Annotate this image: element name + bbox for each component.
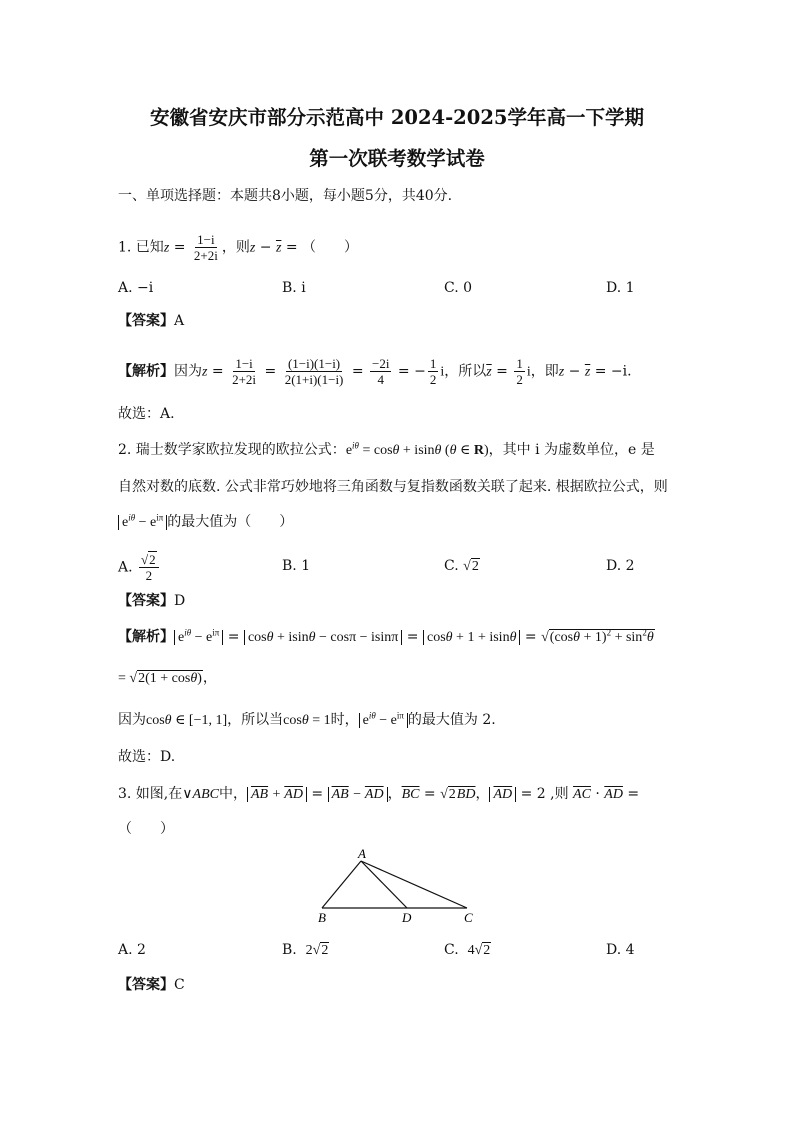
q1-answer-value: A xyxy=(174,313,185,329)
document-title-line2: 第一次联考数学试卷 xyxy=(309,147,485,170)
q2-stem-line1-prefix: 2. 瑞士数学家欧拉发现的欧拉公式： xyxy=(118,442,346,458)
q1-option-a: A. −i xyxy=(118,280,154,296)
q2-analysis-line1: 【解析】 $e^{i\theta} - e^{i\pi} = \cos\theta + isin\theta - \cos\pi - isin\pi = \cos\theta + 1 + isin\theta = √(\cos\theta + 1)^2 + \sin^2\theta$ xyxy=(118,627,654,645)
q1-fraction: $\frac{1-i}{2+2i}$ xyxy=(193,232,218,263)
q1-analysis-text1: 因为 xyxy=(174,363,202,380)
q1-analysis-end: . xyxy=(627,363,632,380)
q3-option-a: A. 2 xyxy=(118,942,146,958)
q3-triangle-figure xyxy=(310,846,485,926)
q3-option-b: B. 2√2 xyxy=(282,942,329,958)
q1-stem-end: （ ） xyxy=(302,239,359,256)
q3-answer: 【答案】C xyxy=(118,977,185,993)
figure-label-a: A xyxy=(358,846,366,861)
q2-option-c: C. √2 xyxy=(444,558,479,574)
document-title-line1: 安徽省安庆市部分示范高中 2024-2025学年高一下学期 xyxy=(150,106,644,129)
q2-option-a: A. $\frac{√2}{2}$ xyxy=(118,552,161,583)
section-heading: 一、单项选择题：本题共8小题，每小题5分，共40分. xyxy=(118,188,453,204)
q1-stem-suffix: ，则 xyxy=(221,239,250,256)
q1-answer-label: 【答案】 xyxy=(118,313,174,329)
q2-option-b: B. 1 xyxy=(282,558,311,574)
q3-stem-line1: 3. 如图,在∨ABC中， $\overline{AB} + \overline{AD} = \overline{AB} - \overline{AD}$ ，$\overline{BC} = √2\overline{BD}$， $\overline{AD} = 2$ ,则 $\overline{AC} \cdot \overline{AD}$ = xyxy=(118,786,640,802)
figure-label-c: C xyxy=(464,910,473,925)
q1-analysis-label: 【解析】 xyxy=(118,363,174,380)
q3-stem-prefix: 3. 如图,在 xyxy=(118,786,183,802)
q2-stem-line3-suffix: 的最大值为（ ） xyxy=(167,514,294,530)
q2-stem-line2: 自然对数的底数. 公式非常巧妙地将三角函数与复指数函数关联了起来. 根据欧拉公式，则 xyxy=(118,479,668,495)
q3-stem-mid: 中， xyxy=(218,786,247,802)
q3-stem-line2: （ ） xyxy=(118,821,174,837)
q3-option-d: D. 4 xyxy=(606,942,635,958)
q1-stem: 1. 已知z = $\frac{1-i}{2+2i}$ ，则$z - \overline{z}$ = （ ） xyxy=(118,232,359,263)
q2-analysis-line2: = √2(1 + cosθ)， xyxy=(118,670,217,686)
q1-stem-prefix: 1. 已知 xyxy=(118,239,164,256)
q2-answer-value: D xyxy=(174,593,186,609)
q2-option-d: D. 2 xyxy=(606,558,635,574)
q3-answer-value: C xyxy=(174,977,185,993)
figure-label-d: D xyxy=(402,910,412,925)
q2-stem-line1-suffix: ，其中 i 为虚数单位，e 是 xyxy=(488,442,655,458)
q2-analysis-line3: 因为cosθ ∈ [−1, 1]，所以当cosθ = 1时， $e^{i\theta} - e^{i\pi}$ 的最大值为 2. xyxy=(118,710,496,728)
q1-option-c: C. 0 xyxy=(444,280,473,296)
q1-option-b: B. i xyxy=(282,280,306,296)
q2-analysis-label: 【解析】 xyxy=(118,629,174,645)
figure-label-b: B xyxy=(318,910,326,925)
q2-conclusion: 故选：D. xyxy=(118,749,176,765)
q1-option-d: D. 1 xyxy=(606,280,635,296)
q2-stem-line3: $e^{i\theta} - e^{i\pi}$ 的最大值为（ ） xyxy=(118,512,293,533)
q3-option-c: C. 4√2 xyxy=(444,942,491,958)
q1-conclusion: 故选：A. xyxy=(118,406,175,422)
q1-analysis-text3: ，即 xyxy=(530,363,559,380)
q2-answer: 【答案】D xyxy=(118,593,186,609)
q1-answer xyxy=(118,311,184,331)
q1-analysis: 【解析】因为z = $\frac{1-i}{2+2i}$ = $\frac{(1-i)(1-i)}{2(1+i)(1-i)}$ = $\frac{-2i}{4}$ = − $\frac{1}{2}$ i，所以$\overline{z}$ = $\frac{1}{2}$ i，即$z - \overline{z} = -i$. xyxy=(118,356,632,387)
q1-analysis-text2: ，所以 xyxy=(444,363,487,380)
q2-stem-line1: 2. 瑞士数学家欧拉发现的欧拉公式：$e^{i\theta} = \cos\theta + isin\theta$ (θ ∈ R)，其中 i 为虚数单位，e 是 xyxy=(118,440,655,458)
